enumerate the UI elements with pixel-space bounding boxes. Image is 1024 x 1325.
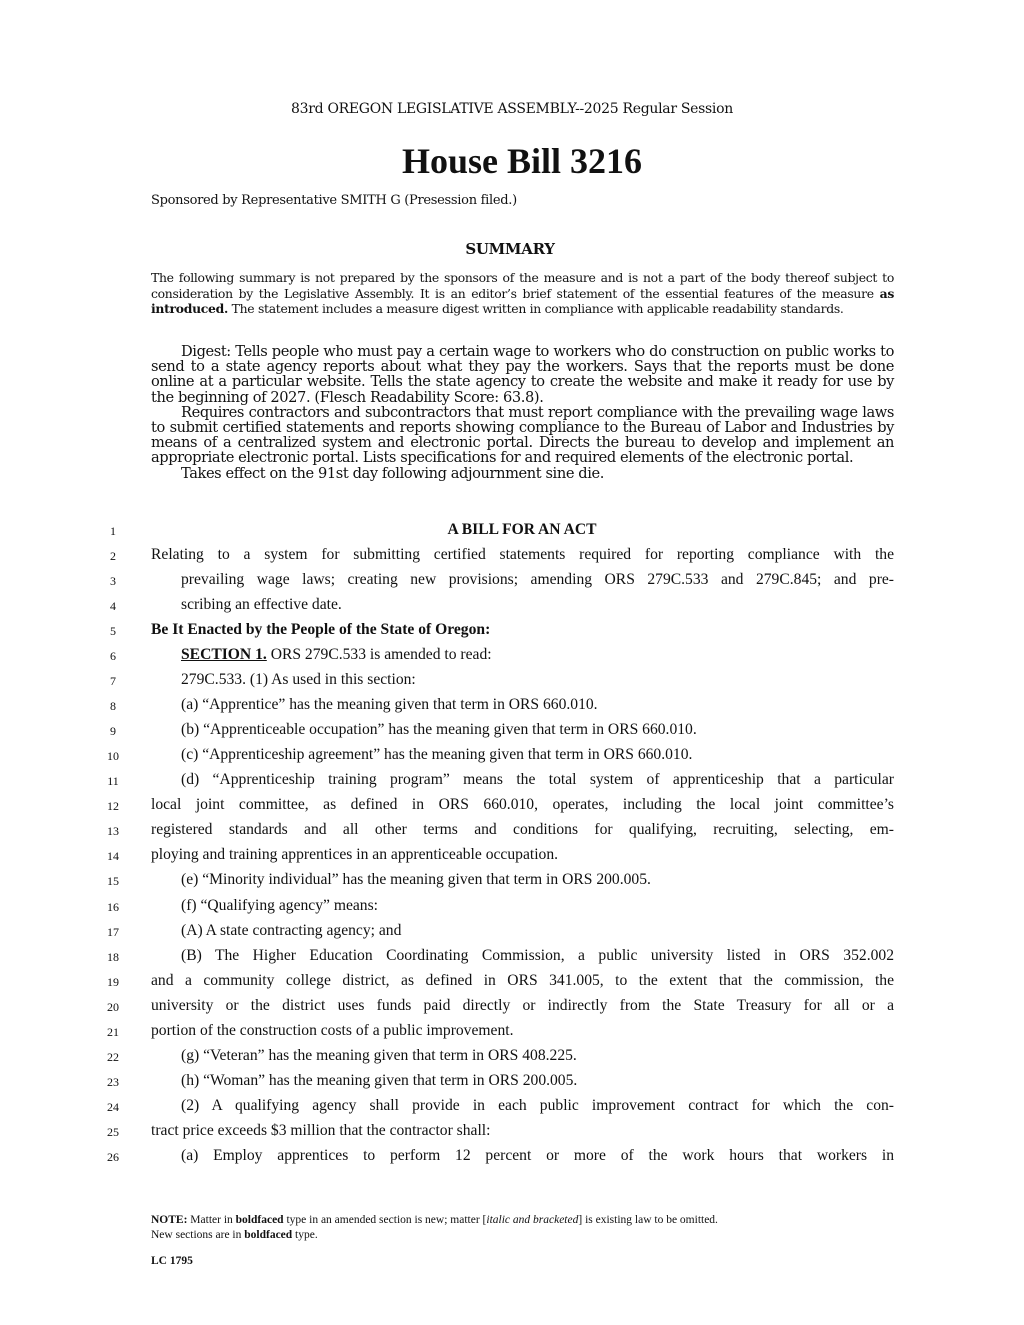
note-bold: boldfaced: [244, 1229, 293, 1241]
line-number: 8: [110, 699, 116, 713]
footer-note: [151, 1213, 891, 1243]
line-number: 26: [107, 1150, 119, 1164]
note-text: ] is existing law to be omitted.: [578, 1214, 718, 1226]
bill-line: (g) “Veteran” has the meaning given that term in ORS 408.225.: [181, 1047, 577, 1064]
bill-line: (f) “Qualifying agency” means:: [181, 897, 379, 914]
line-number: 24: [107, 1100, 119, 1114]
bill-line: scribing an effective date.: [181, 596, 342, 613]
line-number: 15: [107, 874, 119, 888]
bill-line: ploying and training apprentices in an apprenticeable occupation.: [151, 846, 559, 863]
bill-line: (A) A state contracting agency; and: [181, 922, 402, 939]
line-number: 23: [107, 1075, 119, 1089]
line-number: 17: [107, 925, 119, 939]
note-text: New sections are in: [151, 1229, 245, 1241]
note-text: type.: [292, 1229, 318, 1241]
note-label: NOTE:: [151, 1214, 188, 1226]
bill-line: (c) “Apprenticeship agreement” has the meaning given that term in ORS 660.010.: [181, 746, 693, 763]
summary-intro: [151, 270, 894, 317]
line-number: 12: [107, 799, 119, 813]
bill-line: local joint committee, as defined in ORS 660.010, operates, including the local joint committee’s: [151, 796, 894, 813]
bill-title: House Bill 3216: [401, 141, 643, 181]
sponsor-line: Sponsored by Representative SMITH G (Presession filed.): [151, 193, 517, 208]
note-italic: italic and bracketed: [486, 1214, 579, 1226]
bill-line: portion of the construction costs of a public improvement.: [151, 1022, 514, 1039]
line-number: 10: [107, 749, 119, 763]
summary-heading: SUMMARY: [465, 240, 555, 258]
enacting-clause: Be It Enacted by the People of the State of Oregon:: [151, 621, 491, 638]
bill-line: (d) “Apprenticeship training program” means the total system of apprenticeship that a particular: [181, 771, 894, 788]
bill-heading: A BILL FOR AN ACT: [447, 521, 597, 538]
bill-line: (a) Employ apprentices to perform 12 percent or more of the work hours that workers in: [181, 1147, 894, 1164]
line-number: 11: [107, 774, 119, 788]
bill-line: tract price exceeds $3 million that the contractor shall:: [151, 1122, 491, 1139]
line-number: 3: [110, 574, 116, 588]
lc-number: LC 1795: [151, 1255, 193, 1267]
note-bold: boldfaced: [235, 1214, 284, 1226]
line-number: 19: [107, 975, 119, 989]
bill-line: and a community college district, as defined in ORS 341.005, to the extent that the commission, the: [151, 972, 894, 989]
section-text: ORS 279C.533 is amended to read:: [266, 646, 492, 663]
bill-line: (e) “Minority individual” has the meaning given that term in ORS 200.005.: [181, 871, 651, 888]
digest-paragraph: Requires contractors and subcontractors that must report compliance with the prevailing wage laws to submit certified statements and reports showing compliance to the Bureau of Labor and Industries by means of a centralized system and electronic portal. Directs the bureau to develop and implement an appropriate electronic portal. Lists specifications for and required elements of the electronic portal.: [151, 403, 894, 467]
bill-line: university or the district uses funds paid directly or indirectly from the State Treasury for all or a: [151, 997, 894, 1014]
note-text: type in an amended section is new; matter [: [283, 1214, 487, 1226]
line-number: 6: [110, 649, 116, 663]
line-number: 22: [107, 1050, 119, 1064]
bill-line: (a) “Apprentice” has the meaning given that term in ORS 660.010.: [181, 696, 598, 713]
line-number: 25: [107, 1125, 119, 1139]
line-number: 21: [107, 1025, 119, 1039]
bill-line: (2) A qualifying agency shall provide in each public improvement contract for which the con-: [181, 1097, 894, 1114]
bill-line: Relating to a system for submitting certified statements required for reporting compliance with the: [151, 546, 894, 563]
bill-line: [181, 646, 492, 664]
bill-line: (h) “Woman” has the meaning given that term in ORS 200.005.: [181, 1072, 578, 1089]
bill-line: (b) “Apprenticeable occupation” has the meaning given that term in ORS 660.010.: [181, 721, 697, 738]
line-number: 1: [110, 524, 116, 538]
line-number: 7: [110, 674, 116, 688]
line-number: 14: [107, 849, 119, 863]
bill-line: prevailing wage laws; creating new provisions; amending ORS 279C.533 and 279C.845; and pre-: [181, 571, 894, 588]
line-number: 5: [110, 624, 116, 638]
line-number: 16: [107, 900, 119, 914]
summary-intro-text-2: The statement includes a measure digest written in compliance with applicable readability standards.: [228, 301, 844, 316]
line-number: 2: [110, 549, 116, 563]
line-number: 18: [107, 950, 119, 964]
digest-paragraph: Digest: Tells people who must pay a certain wage to workers who do construction on public works to send to a state agency reports about what they pay the workers. Says that the reports must be done online at a particular website. Tells the state agency to create the website and make it ready for use by the beginning of 2027. (Flesch Readability Score: 63.8).: [151, 343, 894, 406]
digest-paragraph: Takes effect on the 91st day following adjournment sine die.: [181, 464, 604, 482]
bill-line: (B) The Higher Education Coordinating Commission, a public university listed in ORS 352.002: [181, 947, 894, 964]
bill-line: registered standards and all other terms and conditions for qualifying, recruiting, selecting, em-: [151, 821, 894, 838]
note-text: Matter in: [187, 1214, 236, 1226]
line-number: 20: [107, 1000, 119, 1014]
line-number: 4: [110, 599, 116, 613]
summary-intro-bold: as introduced.: [151, 285, 894, 316]
bill-line: 279C.533. (1) As used in this section:: [181, 671, 416, 688]
digest: [151, 344, 894, 481]
summary-intro-text: The following summary is not prepared by the sponsors of the measure and is not a part of the body thereof subject to consideration by the Legislative Assembly. It is an editor’s brief statement of the essential features of the measure: [151, 270, 894, 301]
line-number: 9: [110, 724, 116, 738]
section-label: SECTION 1.: [181, 646, 267, 663]
session-header: 83rd OREGON LEGISLATIVE ASSEMBLY--2025 Regular Session: [291, 101, 733, 117]
line-number: 13: [107, 824, 119, 838]
